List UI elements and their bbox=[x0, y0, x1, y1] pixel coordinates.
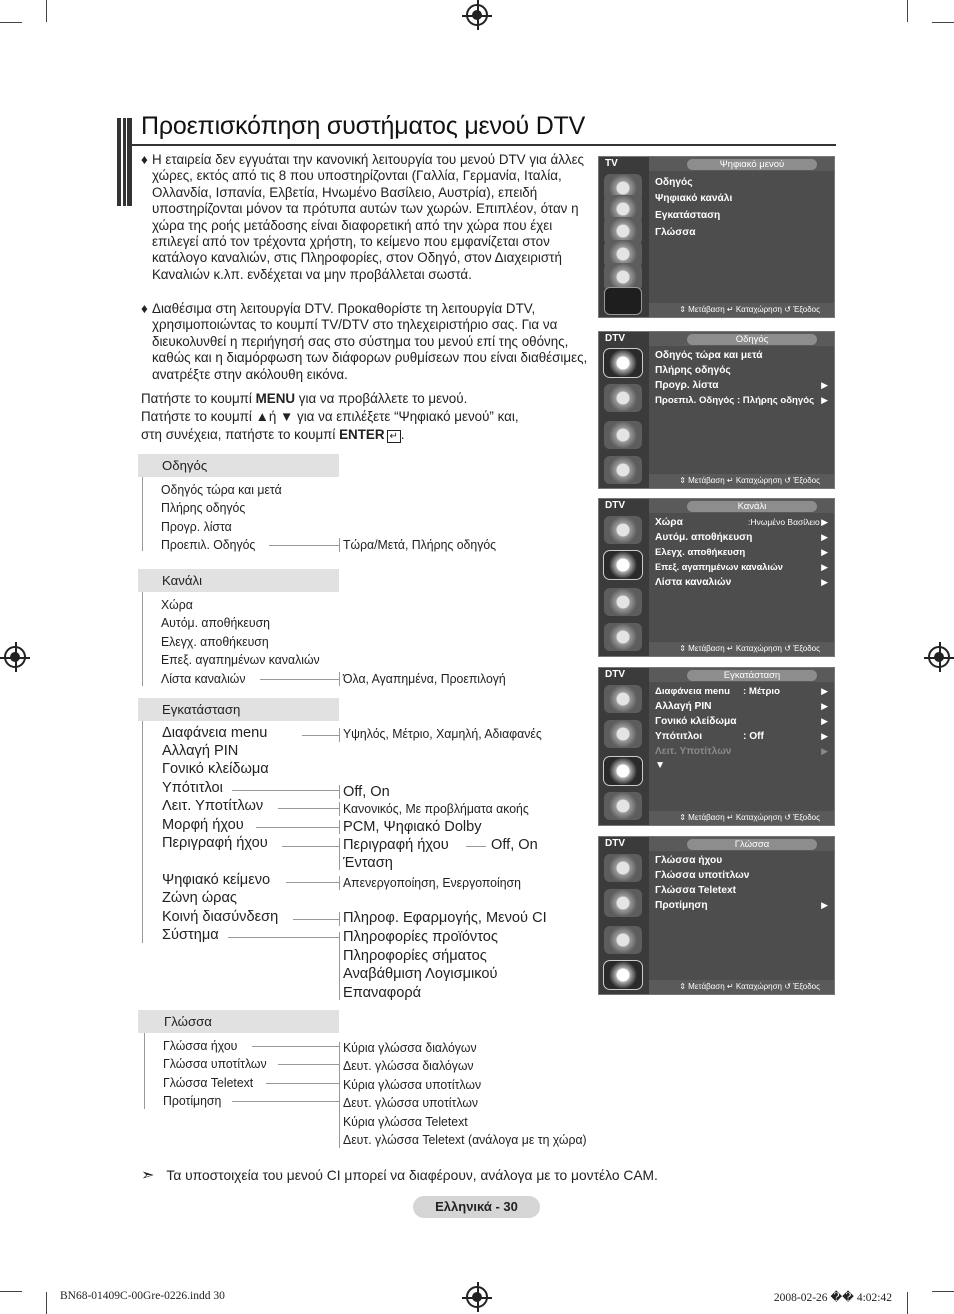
title-rule bbox=[132, 144, 836, 146]
tree-sub: Πληροφ. Εφαρμογής, Μενού CI bbox=[343, 910, 547, 926]
digital-menu-icon bbox=[604, 287, 642, 315]
osd-row: Λειτ. Υποτίτλων ▶ bbox=[655, 746, 828, 757]
note-arrow-icon: ➣ bbox=[141, 1167, 155, 1184]
osd-row[interactable]: Αλλαγή PIN ▶ bbox=[655, 701, 828, 712]
arrow-right-icon: ▶ bbox=[821, 517, 828, 527]
registration-mark-top bbox=[466, 4, 488, 26]
tree-item: Λίστα καναλιών bbox=[161, 671, 246, 686]
tree-item: Μορφή ήχου bbox=[162, 817, 244, 833]
bullet-diamond-icon: ♦ bbox=[141, 152, 148, 167]
osd-row[interactable]: Γονικό κλείδωμα ▶ bbox=[655, 716, 828, 727]
osd-row[interactable]: Υπότιτλοι : Off ▶ bbox=[655, 731, 828, 742]
setup-icon bbox=[604, 757, 642, 785]
language-icon bbox=[604, 623, 642, 651]
osd-row[interactable]: Επεξ. αγαπημένων καναλιών ▶ bbox=[655, 562, 828, 572]
osd-row[interactable]: Προεπιλ. Οδηγός : Πλήρης οδηγός ▶ bbox=[655, 395, 828, 406]
page-number-badge: Ελληνικά - 30 bbox=[413, 1196, 540, 1218]
osd-row[interactable]: Γλώσσα bbox=[655, 227, 696, 238]
arrow-right-icon: ▶ bbox=[821, 701, 828, 711]
tree-sub: Off, On bbox=[343, 784, 390, 800]
tree-sub: Πληροφορίες σήματος bbox=[343, 948, 487, 964]
page-title: Προεπισκόπηση συστήματος μενού DTV bbox=[141, 112, 586, 140]
tree-item: Ζώνη ώρας bbox=[162, 890, 237, 906]
footer-timestamp: 2008-02-26 �� 4:02:42 bbox=[773, 1292, 892, 1304]
tree-sub: Επαναφορά bbox=[343, 985, 422, 1001]
osd-language: DTV Γλώσσα Γλώσσα ήχου Γλώσσα υποτίτλων Γλώσσα Teletext Προτίμηση ▶ ⇕ Μετάβαση ↵ Καταχώρηση ↺ Έξοδος bbox=[598, 836, 835, 995]
tree-sub: Υψηλός, Μέτριο, Χαμηλή, Αδιαφανές bbox=[343, 726, 542, 741]
tree-item: Χώρα bbox=[161, 597, 193, 612]
arrow-right-icon: ▶ bbox=[821, 577, 828, 587]
tree-sub: Κανονικός, Με προβλήματα ακοής bbox=[343, 801, 529, 816]
tree-item: Γλώσσα ήχου bbox=[163, 1038, 238, 1053]
tree-item: Προτίμηση bbox=[163, 1093, 222, 1108]
tree-sub: Πληροφορίες προϊόντος bbox=[343, 929, 498, 945]
osd-row[interactable]: Προγρ. λίστα ▶ bbox=[655, 380, 828, 391]
tree-item: Σύστημα bbox=[162, 927, 219, 943]
tree-item: Ψηφιακό κείμενο bbox=[162, 872, 271, 888]
tree-item: Πλήρης οδηγός bbox=[161, 500, 246, 515]
tree-sub: Τώρα/Μετά, Πλήρης οδηγός bbox=[343, 537, 497, 552]
channel-icon bbox=[604, 551, 642, 579]
osd-row[interactable]: Αυτόμ. αποθήκευση ▶ bbox=[655, 532, 828, 543]
setup-icon bbox=[604, 421, 642, 449]
osd-row[interactable]: Λίστα καναλιών ▶ bbox=[655, 577, 828, 588]
language-icon bbox=[604, 792, 642, 820]
tree-sub: Αναβάθμιση Λογισμικού bbox=[343, 966, 498, 982]
registration-mark-left bbox=[4, 646, 26, 668]
arrow-right-icon: ▶ bbox=[821, 716, 828, 726]
osd-row[interactable]: Διαφάνεια menu : Μέτριο ▶ bbox=[655, 686, 828, 697]
tree-item: Διαφάνεια menu bbox=[162, 725, 268, 741]
arrow-right-icon: ▶ bbox=[821, 395, 828, 405]
tree-item: Υπότιτλοι bbox=[162, 780, 223, 796]
osd-row[interactable]: Χώρα :Ηνωμένο Βασίλειο ▶ bbox=[655, 517, 828, 528]
tree-item: Επεξ. αγαπημένων καναλιών bbox=[161, 652, 320, 667]
instructions: Πατήστε το κουμπί MENU για να προβάλλετε το μενού. Πατήστε το κουμπί ▲ή ▼ για να επιλέξετε “Ψηφιακό μενού” και, στη συνέχεια, πατήστε το κουμπί ENTER ↵ . bbox=[141, 391, 519, 442]
arrow-right-icon: ▶ bbox=[821, 731, 828, 741]
arrow-right-icon: ▶ bbox=[821, 900, 828, 910]
tree-sub: Όλα, Αγαπημένα, Προεπιλογή bbox=[343, 671, 506, 686]
arrow-right-icon: ▶ bbox=[821, 380, 828, 390]
osd-row[interactable]: Γλώσσα ήχου bbox=[655, 855, 723, 866]
arrow-right-icon: ▶ bbox=[821, 562, 828, 572]
enter-icon: ↵ bbox=[387, 430, 401, 443]
osd-row[interactable]: Πλήρης οδηγός bbox=[655, 365, 731, 376]
arrow-right-icon: ▶ bbox=[821, 532, 828, 542]
channel-icon bbox=[604, 384, 642, 412]
arrow-right-icon: ▶ bbox=[821, 686, 828, 696]
osd-setup: DTV Εγκατάσταση Διαφάνεια menu : Μέτριο ▶ Αλλαγή PIN ▶ Γονικό κλείδωμα ▶ Υπότιτλοι : Off ▶ Λειτ. Υποτίτλων ▶ ▼ ⇕ Μετάβαση ↵ Καταχώρηση ↺ Έξοδος bbox=[598, 667, 835, 826]
tree-sub: PCM, Ψηφιακό Dolby bbox=[343, 819, 482, 835]
tree-item: Κοινή διασύνδεση bbox=[162, 909, 279, 925]
tree-sub: Απενεργοποίηση, Ενεργοποίηση bbox=[343, 875, 521, 890]
tree-sub: Κύρια γλώσσα Teletext bbox=[343, 1114, 468, 1129]
tree-item: Λειτ. Υποτίτλων bbox=[162, 798, 264, 814]
tree-item: Οδηγός τώρα και μετά bbox=[161, 482, 282, 497]
tree-item: Περιγραφή ήχου bbox=[162, 835, 268, 851]
tree-sub: Περιγραφή ήχου bbox=[343, 837, 449, 853]
guide-icon bbox=[604, 516, 642, 544]
osd-digital-menu: TV Ψηφιακό μενού Οδηγός Ψηφιακό κανάλι Εγκατάσταση Γλώσσα ⇕ Μετάβαση ↵ Καταχώρηση ↺ Έξοδος bbox=[598, 156, 835, 318]
osd-channel: DTV Κανάλι Χώρα :Ηνωμένο Βασίλειο ▶ Αυτόμ. αποθήκευση ▶ Ελεγχ. αποθήκευση ▶ Επεξ. αγαπημένων καναλιών ▶ Λίστα καναλιών ▶ ⇕ Μετάβαση ↵ Καταχώρηση ↺ Έξοδος bbox=[598, 498, 835, 657]
registration-mark-bottom bbox=[466, 1286, 488, 1308]
tree-head-guide: Οδηγός bbox=[138, 454, 339, 477]
osd-guide: DTV Οδηγός Οδηγός τώρα και μετά Πλήρης οδηγός Προγρ. λίστα ▶ Προεπιλ. Οδηγός : Πλήρης οδηγός ▶ ⇕ Μετάβαση ↵ Καταχώρηση ↺ Έξοδος bbox=[598, 331, 835, 489]
tree-sub: Κύρια γλώσσα διαλόγων bbox=[343, 1040, 477, 1055]
registration-mark-right bbox=[928, 646, 950, 668]
osd-row[interactable]: Προτίμηση ▶ bbox=[655, 900, 828, 911]
guide-icon bbox=[604, 854, 642, 882]
bullet-country-support: ♦ Η εταιρεία δεν εγγυάται την κανονική λειτουργία του μενού DTV για άλλες χώρες, εκτός από τις 8 που υποστηρίζονται (Γαλλία, Γερμανία, Ιταλία, Ολλανδία, Ισπανία, Ελβετία, Ηνωμένο Βασίλειο, Αυστρία), επειδή υποστηρίζονται μόνον τα πρότυπα αυτών των χωρών. Επιπλέον, όταν η χώρα της ροής μετάδοσης είναι διαφορετική από την χώρα που έχει επιλεγεί από τον τρέχοντα χρήστη, το κείμενο που εμφανίζεται στον κατάλογο καναλιών, στις Πληροφορίες, στον Οδηγό, στον Διαχειριστή Καναλιών κ.λπ. ενδέχεται να μην προβάλλεται σωστά. bbox=[141, 152, 585, 282]
bullet-diamond-icon: ♦ bbox=[141, 301, 148, 316]
tree-sub: Δευτ. γλώσσα Teletext (ανάλογα με τη χώρα) bbox=[343, 1132, 587, 1147]
tree-sub: Ένταση bbox=[343, 855, 393, 871]
osd-row[interactable]: Ελεγχ. αποθήκευση ▶ bbox=[655, 547, 828, 558]
channel-icon bbox=[604, 889, 642, 917]
guide-icon bbox=[604, 685, 642, 713]
tree-item: Γονικό κλείδωμα bbox=[162, 761, 269, 777]
language-icon bbox=[604, 961, 642, 989]
setup-icon bbox=[604, 588, 642, 616]
arrow-right-icon: ▶ bbox=[821, 547, 828, 557]
bullet-dtv-mode: ♦ Διαθέσιμα στη λειτουργία DTV. Προκαθορίστε τη λειτουργία DTV, χρησιμοποιώντας το κουμπί TV/DTV στο τηλεχειριστήριο σας. Για να διευκολυνθεί η περιήγησή σας στο σύστημα του μενού επί της οθόνης, καθώς και η διαμόρφωση των διάφορων ρυθμίσεων που είναι διαθέσιμες, ανατρέξτε στην ακόλουθη εικόνα. bbox=[141, 301, 588, 382]
tree-item: Προγρ. λίστα bbox=[161, 519, 232, 534]
tree-item: Γλώσσα υποτίτλων bbox=[163, 1056, 267, 1071]
osd-row[interactable]: Οδηγός bbox=[655, 177, 693, 188]
osd-row[interactable]: Εγκατάσταση bbox=[655, 210, 721, 221]
tree-head-setup: Εγκατάσταση bbox=[138, 698, 339, 721]
footer-filename: BN68-01409C-00Gre-0226.indd 30 bbox=[60, 1290, 225, 1302]
tree-item: Αλλαγή PIN bbox=[162, 743, 239, 759]
tree-sub: Δευτ. γλώσσα υποτίτλων bbox=[343, 1095, 479, 1110]
tree-sub: Δευτ. γλώσσα διαλόγων bbox=[343, 1058, 474, 1073]
osd-row[interactable]: Γλώσσα υποτίτλων bbox=[655, 870, 750, 881]
tree-sub: Off, On bbox=[491, 837, 538, 853]
setup-icon bbox=[604, 926, 642, 954]
tree-item: Προεπιλ. Οδηγός bbox=[161, 537, 256, 552]
arrow-right-icon: ▶ bbox=[821, 746, 828, 756]
tree-sub: Κύρια γλώσσα υποτίτλων bbox=[343, 1077, 482, 1092]
note: ➣ Τα υποστοιχεία του μενού CI μπορεί να διαφέρουν, ανάλογα με το μοντέλο CAM. bbox=[141, 1167, 658, 1184]
tree-item: Αυτόμ. αποθήκευση bbox=[161, 615, 270, 630]
channel-icon bbox=[604, 720, 642, 748]
tree-item: Γλώσσα Teletext bbox=[163, 1075, 254, 1090]
tree-item: Ελεγχ. αποθήκευση bbox=[161, 634, 269, 649]
osd-row[interactable]: Ψηφιακό κανάλι bbox=[655, 193, 733, 204]
guide-icon bbox=[604, 349, 642, 377]
osd-row[interactable]: Οδηγός τώρα και μετά bbox=[655, 350, 763, 361]
language-icon bbox=[604, 456, 642, 484]
tree-head-language: Γλώσσα bbox=[138, 1010, 339, 1033]
tree-head-channel: Κανάλι bbox=[138, 569, 339, 592]
scroll-down-icon[interactable]: ▼ bbox=[655, 760, 666, 771]
osd-row[interactable]: Γλώσσα Teletext bbox=[655, 885, 737, 896]
